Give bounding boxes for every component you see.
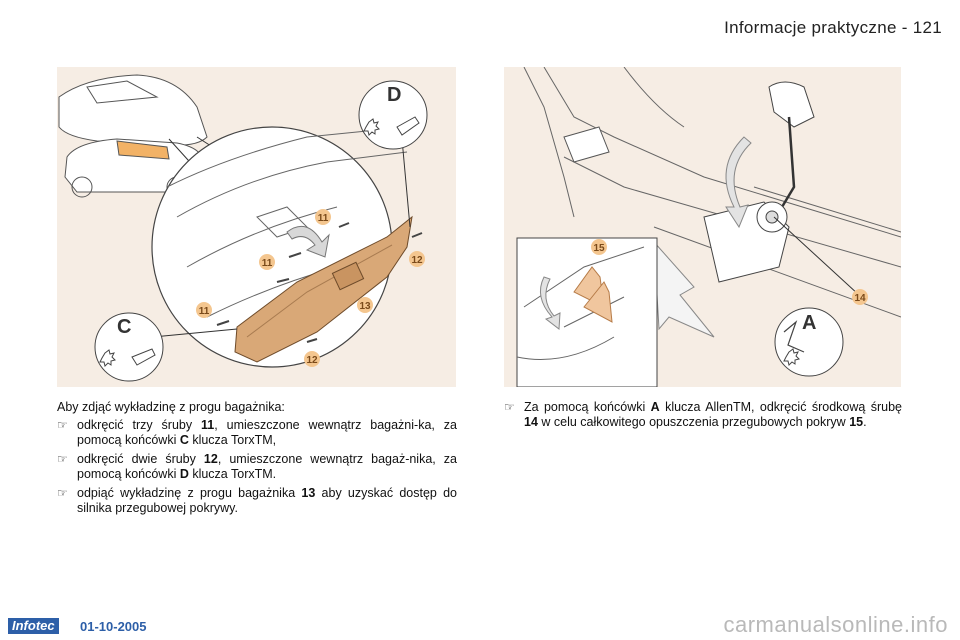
step-allen-key: [504, 400, 902, 430]
tool-c-label: C: [117, 316, 132, 338]
step-1-text-end: klucza TorxTM,: [188, 433, 277, 447]
allen-step-screw: 14: [524, 415, 538, 429]
step-1-text-mid: , umieszczone wewnątrz bagażni-ka, za pomocą końcówki: [77, 418, 457, 447]
callout-14: 14: [854, 293, 866, 304]
step-2-text-mid: , umieszczone wewnątrz bagaż-nika, za pomocą końcówki: [77, 452, 457, 481]
tool-a-label: A: [802, 312, 817, 334]
page-title: Informacje praktyczne - 121: [724, 18, 942, 37]
step-1-text: odkręcić trzy śruby: [77, 418, 202, 432]
tool-d-label: D: [387, 84, 402, 106]
trunk-sill-drawing: [57, 67, 456, 387]
infotec-logo: Infotec: [8, 618, 59, 634]
pointing-hand-icon: ☞: [504, 400, 515, 414]
step-3-ref: 13: [301, 486, 316, 500]
callout-11-bottom: 11: [198, 306, 210, 317]
hinge-motor-illustration: [504, 67, 901, 387]
callout-15: 15: [593, 243, 605, 254]
callout-12-bottom: 12: [306, 355, 318, 366]
pointing-hand-icon: ☞: [57, 486, 68, 500]
allen-step-text: Za pomocą końcówki: [524, 400, 651, 414]
allen-step-text-mid2: w celu całkowitego opuszczenia przegubowych pokryw: [537, 415, 850, 429]
step-1: [57, 418, 457, 448]
right-instructions: [504, 400, 902, 434]
trunk-sill-illustration: [57, 67, 456, 387]
step-3-text-end: aby uzyskać dostęp do silnika przegubowej pokrywy.: [77, 486, 457, 515]
allen-step-cover: 15: [849, 415, 864, 429]
step-3: [57, 486, 457, 516]
callout-12-right: 12: [411, 255, 423, 266]
watermark: carmanualsonline.info: [723, 612, 948, 637]
callout-13: 13: [359, 301, 371, 312]
step-1-tool: C: [179, 433, 189, 447]
step-2-ref: 12: [203, 452, 218, 466]
step-1-ref: 11: [201, 418, 215, 432]
left-instructions: [57, 400, 457, 520]
pointing-hand-icon: ☞: [57, 452, 68, 466]
step-3-text: odpiąć wykładzinę z progu bagażnika: [77, 486, 302, 500]
pointing-hand-icon: ☞: [57, 418, 68, 432]
intro-text: Aby zdjąć wykładzinę z progu bagażnika:: [57, 400, 285, 414]
allen-step-text-mid: klucza AllenTM, odkręcić środkową śrubę: [659, 400, 902, 414]
hinge-motor-drawing: [504, 67, 901, 387]
step-2-text-end: klucza TorxTM.: [188, 467, 277, 481]
step-2-text: odkręcić dwie śruby: [77, 452, 204, 466]
step-2-tool: D: [179, 467, 189, 481]
inset-detail-box: [517, 238, 657, 387]
callout-11-middle: 11: [261, 258, 273, 269]
print-date: 01-10-2005: [80, 619, 147, 634]
callout-11-top: 11: [317, 213, 329, 224]
allen-step-tool: A: [650, 400, 660, 414]
step-2: [57, 452, 457, 482]
allen-step-text-end: .: [863, 415, 867, 429]
